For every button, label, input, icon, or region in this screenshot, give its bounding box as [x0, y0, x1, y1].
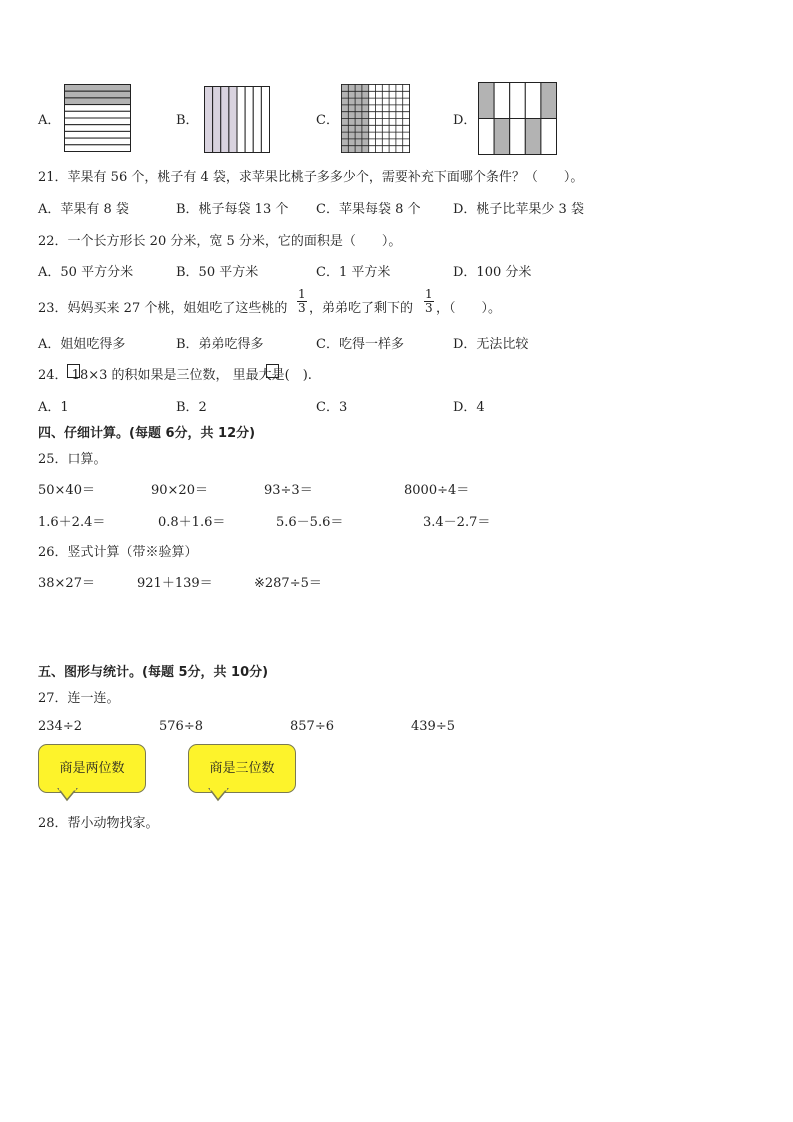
- question-23-part2: ，弟弟吃了剩下的: [309, 301, 414, 316]
- fraction-one-third: [297, 288, 307, 315]
- calc-item: 90×20＝: [151, 483, 208, 498]
- q21-option-c: C．苹果每袋 8 个: [316, 202, 421, 217]
- match-item: 857÷6: [290, 719, 334, 734]
- calc-item: 5.6－5.6＝: [276, 515, 344, 530]
- calc-item: 3.4－2.7＝: [423, 515, 491, 530]
- q23-option-b: B．弟弟吃得多: [176, 337, 264, 352]
- q24-option-b: B．2: [176, 400, 207, 415]
- calc-item: 1.6＋2.4＝: [38, 515, 106, 530]
- figure-d-cell: [479, 119, 495, 155]
- option-a-label: A．: [38, 113, 61, 128]
- match-item: 234÷2: [38, 719, 82, 734]
- calc-item: 0.8＋1.6＝: [158, 515, 226, 530]
- figure-d-cell: [494, 119, 510, 155]
- vertical-calc-item: ※287÷5＝: [254, 576, 322, 591]
- question-27: 27．连一连。: [38, 691, 120, 706]
- callout-tail-icon: [57, 788, 79, 802]
- figure-a-band: [65, 131, 131, 138]
- q24-option-d: D．4: [453, 400, 485, 415]
- figure-a-band: [65, 138, 131, 145]
- figure-d-cell: [479, 83, 495, 119]
- question-28: 28．帮小动物找家。: [38, 816, 159, 831]
- fraction-denominator: 3: [298, 301, 306, 315]
- figure-b-band: [237, 87, 245, 153]
- calc-item: 93÷3＝: [264, 483, 313, 498]
- q22-option-c: C．1 平方米: [316, 265, 391, 280]
- vertical-calc-item: 921＋139＝: [137, 576, 213, 591]
- question-22: 22．一个长方形长 20 分米，宽 5 分米，它的面积是（ ）。: [38, 234, 402, 249]
- callout-two-digit: [38, 744, 146, 793]
- callout-tail-icon: [208, 788, 230, 802]
- figure-d-cell: [494, 83, 510, 119]
- option-b-label: B．: [176, 113, 199, 128]
- callout-label: 商是三位数: [209, 761, 275, 776]
- figure-a-horizontal-stripes: [64, 84, 131, 152]
- q23-option-d: D．无法比较: [453, 337, 529, 352]
- figure-a-band: [65, 105, 131, 112]
- figure-d-cell: [510, 119, 526, 155]
- fraction-numerator: 1: [298, 287, 306, 301]
- figure-b-band: [213, 87, 221, 153]
- calc-item: 50×40＝: [38, 483, 95, 498]
- figure-a-band: [65, 125, 131, 132]
- q23-option-a: A．姐姐吃得多: [38, 337, 126, 352]
- figure-a-band: [65, 118, 131, 125]
- calc-item: 8000÷4＝: [404, 483, 470, 498]
- option-d-label: D．: [453, 113, 477, 128]
- question-24: 24． 18×3 的积如果是三位数， 里最大是( ).: [38, 368, 312, 383]
- q21-option-b: B．桃子每袋 13 个: [176, 202, 289, 217]
- figure-b-band: [261, 87, 269, 153]
- q21-option-a: A．苹果有 8 袋: [38, 202, 129, 217]
- figure-d-cell: [541, 83, 557, 119]
- q22-option-a: A．50 平方分米: [38, 265, 134, 280]
- section-5-title: 五、图形与统计。(每题 5分，共 10分): [38, 665, 269, 680]
- figure-d-cells: [478, 82, 557, 155]
- figure-d-cell: [541, 119, 557, 155]
- callout-three-digit: [188, 744, 296, 793]
- figure-d-cell: [510, 83, 526, 119]
- figure-d-cell: [525, 83, 541, 119]
- q23-option-c: C．吃得一样多: [316, 337, 404, 352]
- figure-a-band: [65, 98, 131, 105]
- figure-a-band: [65, 145, 131, 152]
- option-c-label: C．: [316, 113, 339, 128]
- question-21: 21．苹果有 56 个，桃子有 4 袋，求苹果比桃子多多少个，需要补充下面哪个条件？（ ）。: [38, 170, 584, 185]
- q24-option-a: A．1: [38, 400, 69, 415]
- callout-label: 商是两位数: [59, 761, 125, 776]
- fraction-one-third: [424, 288, 434, 315]
- q21-option-d: D．桃子比苹果少 3 袋: [453, 202, 584, 217]
- q22-option-d: D．100 分米: [453, 265, 532, 280]
- question-23-part1: 23．妈妈买来 27 个桃，姐姐吃了这些桃的: [38, 301, 288, 316]
- figure-b-vertical-stripes: [204, 86, 270, 153]
- figure-b-band: [253, 87, 261, 153]
- figure-b-band: [245, 87, 253, 153]
- figure-d-cell: [525, 119, 541, 155]
- figure-a-band: [65, 111, 131, 118]
- vertical-calc-item: 38×27＝: [38, 576, 95, 591]
- blank-box-icon: [266, 364, 279, 378]
- blank-box-icon: [67, 364, 80, 378]
- fraction-denominator: 3: [425, 301, 433, 315]
- question-26: 26．竖式计算（带※验算）: [38, 545, 198, 560]
- figure-b-band: [229, 87, 237, 153]
- match-item: 439÷5: [411, 719, 455, 734]
- fraction-numerator: 1: [425, 287, 433, 301]
- section-4-title: 四、仔细计算。(每题 6分，共 12分): [38, 426, 256, 441]
- figure-b-band: [205, 87, 213, 153]
- figure-a-band: [65, 85, 131, 92]
- figure-a-band: [65, 91, 131, 98]
- question-23-part3: ，（ ）。: [436, 301, 502, 316]
- match-item: 576÷8: [159, 719, 203, 734]
- question-25: 25．口算。: [38, 452, 107, 467]
- q22-option-b: B．50 平方米: [176, 265, 259, 280]
- q24-option-c: C．3: [316, 400, 348, 415]
- figure-b-band: [221, 87, 229, 153]
- figure-c-grid: [341, 84, 410, 153]
